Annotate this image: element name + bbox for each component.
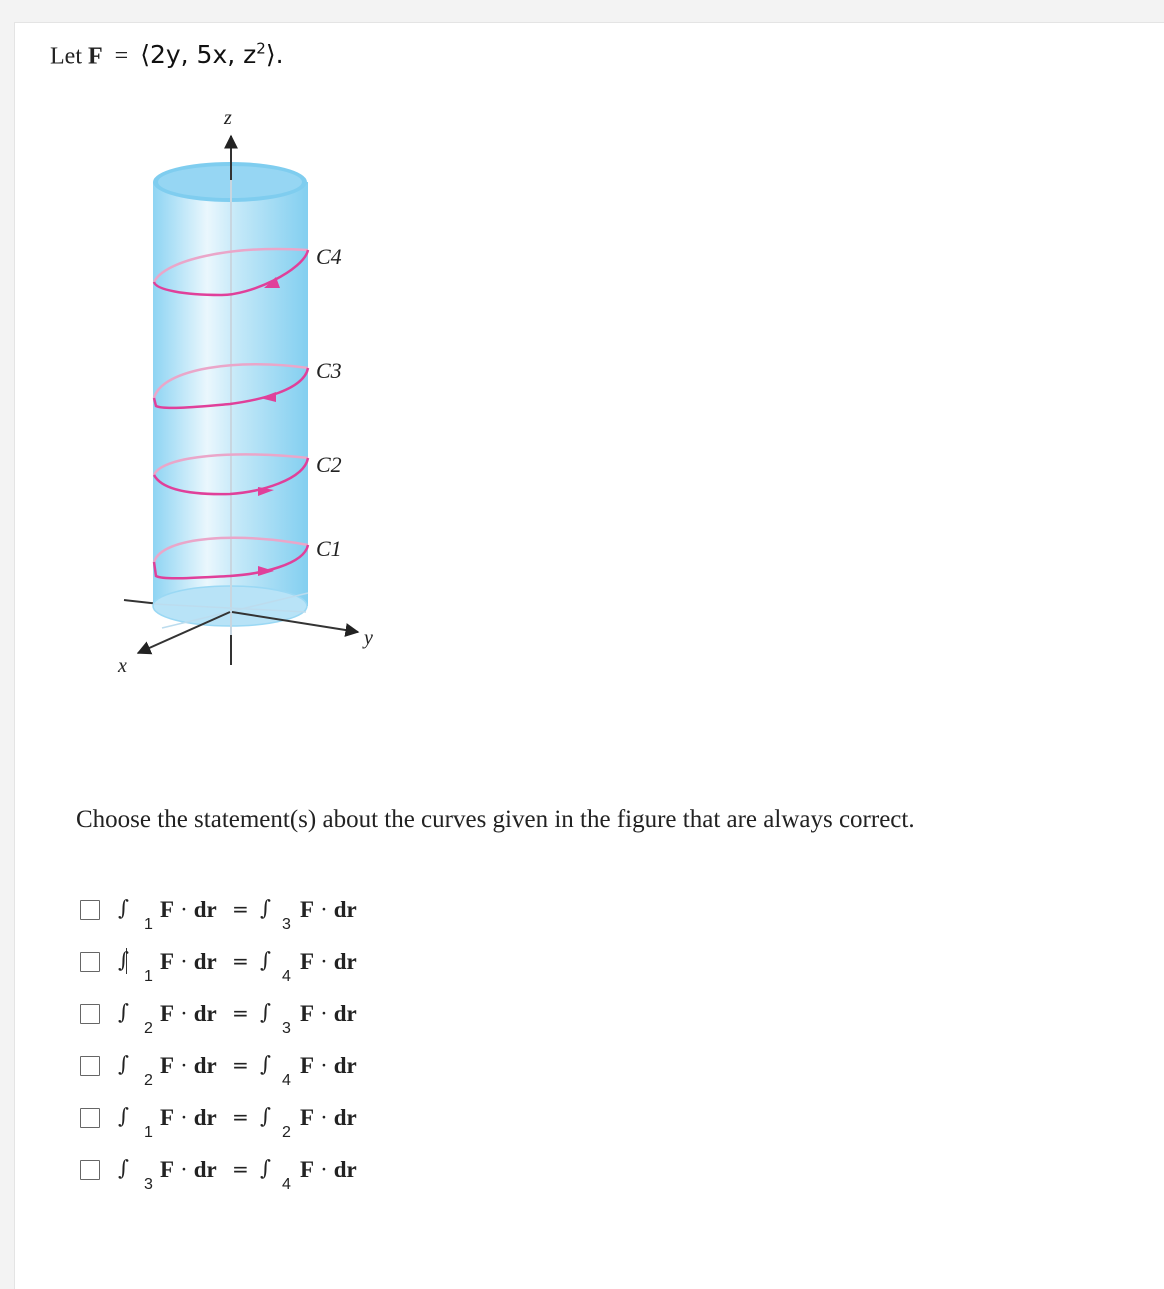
question-header (50, 40, 284, 70)
field-symbol: F (87, 43, 103, 70)
option-2[interactable]: ∫ 1 F · dr = ∫ 4 F · dr (80, 950, 480, 990)
cylinder-figure (90, 100, 390, 690)
intro-text: Let (50, 43, 82, 70)
curve-label-c1: C1 (316, 536, 342, 561)
z-axis-label: z (224, 107, 232, 129)
vector-field: ⟨2y, 5x, $z^2⟩$. (140, 40, 284, 70)
equals-sign: = (114, 43, 129, 70)
option-4[interactable]: ∫ 2 F · dr = ∫ 4 F · dr (80, 1054, 480, 1094)
y-axis-label: y (364, 627, 373, 649)
option-5[interactable]: ∫ 1 F · dr = ∫ 2 F · dr (80, 1106, 480, 1146)
option-1-checkbox[interactable] (80, 900, 100, 920)
curve-label-c4: C4 (316, 244, 342, 269)
option-3[interactable]: ∫ 2 F · dr = ∫ 3 F · dr (80, 1002, 480, 1042)
x-axis-label: x (118, 655, 127, 677)
vector-exponent: 2 (256, 40, 266, 58)
option-5-checkbox[interactable] (80, 1108, 100, 1128)
option-6[interactable]: ∫ 3 F · dr = ∫ 4 F · dr (80, 1158, 480, 1198)
question-prompt: Choose the statement(s) about the curves given in the figure that are always correct. (76, 806, 915, 833)
option-3-checkbox[interactable] (80, 1004, 100, 1024)
option-6-checkbox[interactable] (80, 1160, 100, 1180)
option-1[interactable]: ∫ 1 F · dr = ∫ 3 F · dr (80, 898, 480, 938)
option-2-checkbox[interactable] (80, 952, 100, 972)
curve-label-c3: C3 (316, 358, 342, 383)
option-4-checkbox[interactable] (80, 1056, 100, 1076)
curve-label-c2: C2 (316, 452, 342, 477)
